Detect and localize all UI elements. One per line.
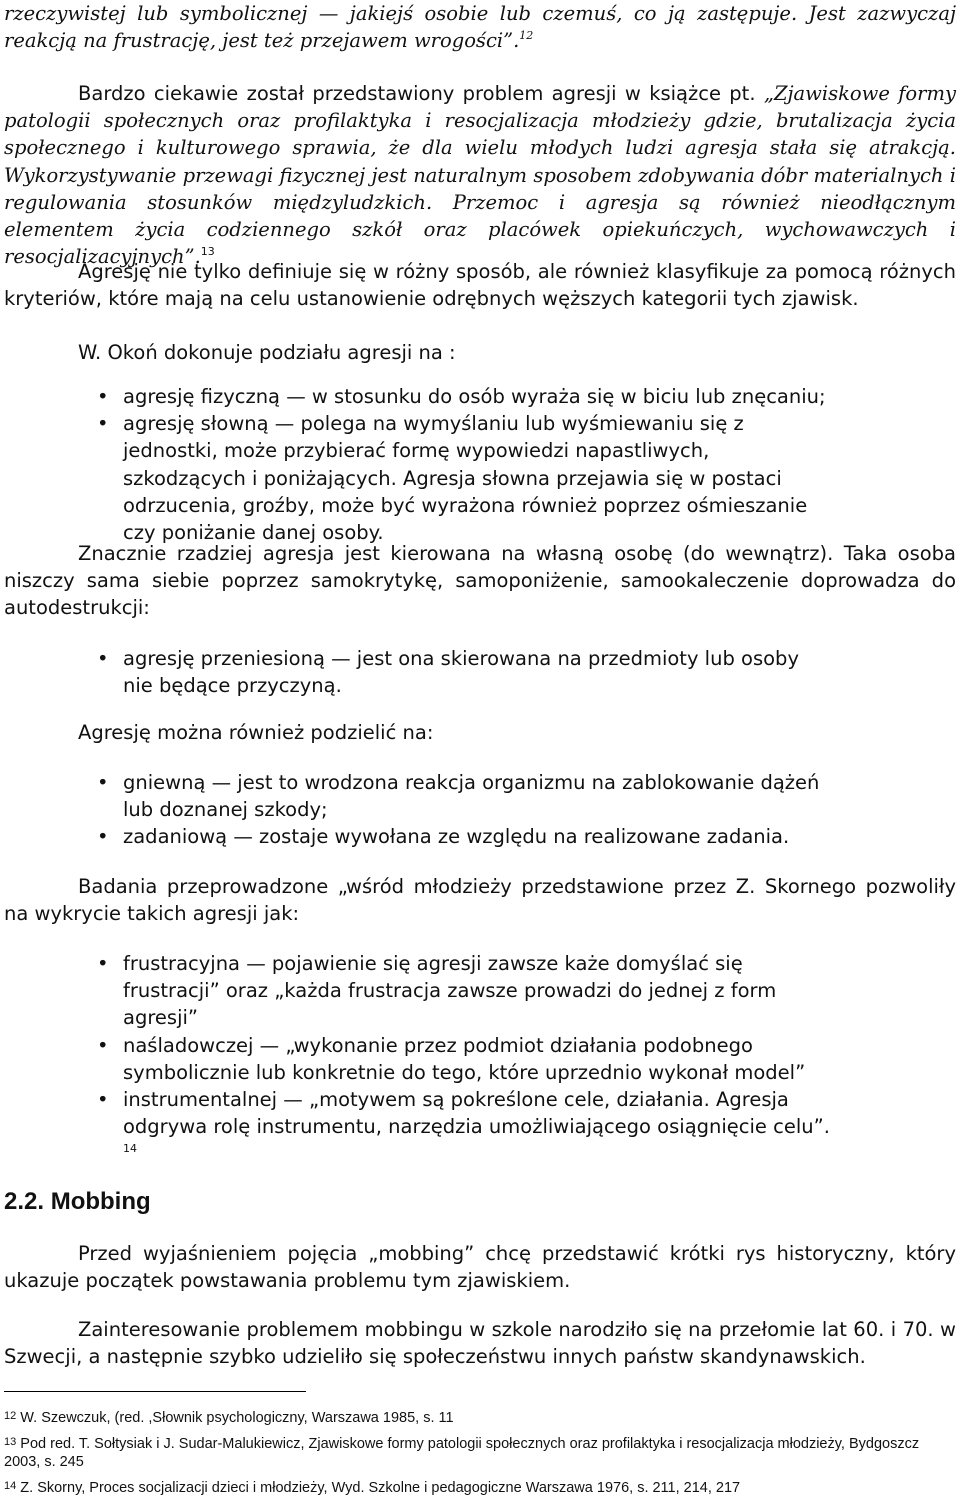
footnote-text: Z. Skorny, Proces socjalizacji dzieci i młodzieży, Wyd. Szkolne i pedagogiczne Warszawa 1976, s. 211, 214, 217: [20, 1480, 741, 1496]
list-item: • naśladowczej — „wykonanie przez podmiot działania podobnego symbolicznie lub konkretnie do tego, które uprzednio wykonał model”: [4, 1032, 834, 1086]
paragraph-book-intro: Bardzo ciekawie został przedstawiony problem agresji w książce pt.: [78, 82, 764, 105]
footnote-14: [4, 1479, 956, 1497]
intro-text: rzeczywistej lub symbolicznej — jakiejś osobie lub czemuś, co ją zastępuje. Jest zazwyczaj reakcją na frustrację, jest też przejawem wrogości”.: [4, 2, 956, 53]
list-item: • agresję słowną — polega na wymyślaniu lub wyśmiewaniu się z jednostki, może przybierać formę wypowiedzi napastliwych, szkodzących i poniżających. Agresja słowna przejawia się w postaci odrzucenia, groźby, może być wyrażona również poprzez ośmieszanie czy poniżanie danej osoby.: [4, 410, 834, 546]
intro-paragraph: [4, 0, 956, 54]
list-item: • frustracyjna — pojawienie się agresji zawsze każe domyślać się frustracji” oraz „każda frustracja zawsze prowadzi do jednej z form agresji”: [4, 950, 834, 1032]
footnote-divider: [4, 1391, 306, 1392]
paragraph-classification: Agresję nie tylko definiuje się w różny sposób, ale również klasyfikuje za pomocą różnych kryteriów, które mają na celu ustanowienie odrębnych węższych kategorii tych zjawisk.: [4, 260, 956, 311]
paragraph-mobbing-intro: Przed wyjaśnieniem pojęcia „mobbing” chcę przedstawić krótki rys historyczny, który ukazuje początek powstawania problemu tym zjawiskiem.: [4, 1242, 956, 1293]
section-heading: 2.2. Mobbing: [4, 1188, 151, 1215]
list-research-types: [4, 950, 834, 1168]
list-item: • agresję fizyczną — w stosunku do osób wyraża się w biciu lub znęcaniu;: [4, 383, 834, 410]
list-item: • agresję przeniesioną — jest ona skierowana na przedmioty lub osoby nie będące przyczyną.: [4, 645, 834, 699]
footnote-number: 12: [4, 1410, 17, 1422]
list-transferred: [4, 645, 834, 699]
footnote-number: 13: [4, 1436, 17, 1448]
list-aggression-types: [4, 383, 834, 546]
list-item: • zadaniową — zostaje wywołana ze względu na realizowane zadania.: [4, 823, 834, 850]
paragraph-division: Agresję można również podzielić na:: [78, 721, 434, 744]
footnote-ref-12: 12: [519, 29, 534, 43]
footnote-12: [4, 1409, 956, 1427]
footnote-ref-13: 13: [200, 245, 215, 259]
paragraph-autoaggression: Znacznie rzadziej agresja jest kierowana na własną osobę (do wewnątrz). Taka osoba niszczy sama siebie poprzez samokrytykę, samoponiżenie, samookaleczenie doprowadza do autodestrukcji:: [4, 542, 956, 620]
paragraph-mobbing-history: Zainteresowanie problemem mobbingu w szkole narodziło się na przełomie lat 60. i 70. w Szwecji, a następnie szybko udzieliło się społeczeństwu innych państw skandynawskich.: [4, 1318, 956, 1369]
paragraph-okon: W. Okoń dokonuje podziału agresji na :: [78, 341, 456, 364]
footnote-13: [4, 1435, 956, 1471]
paragraph-book: [4, 80, 956, 270]
list-item: [4, 1086, 834, 1168]
footnote-text: Pod red. T. Sołtysiak i J. Sudar-Malukiewicz, Zjawiskowe formy patologii społecznych oraz profilaktyka i resocjalizacja młodzieży, Bydgoszcz 2003, s. 245: [4, 1436, 920, 1470]
footnote-ref-14: 14: [123, 1142, 137, 1156]
footnote-text: W. Szewczuk, (red. ,Słownik psychologiczny, Warszawa 1985, s. 11: [20, 1410, 454, 1426]
quote-part-b: Wykorzystywanie przewagi fizycznej jest naturalnym sposobem zdobywania dóbr materialnych i regulowania stosunków międzyludzkich.: [4, 163, 956, 214]
quote-part-c: Przemoc i agresja są również nieodłącznym elementem życia codziennego szkół oraz placówek opiekuńczych, wychowawczych i resocjalizacyjnych”.: [4, 190, 956, 269]
list-anger-task: [4, 769, 834, 851]
list-item: • gniewną — jest to wrodzona reakcja organizmu na zablokowanie dążeń lub doznanej szkody;: [4, 769, 834, 823]
list-item-text: instrumentalnej — „motywem są pokreślone cele, działania. Agresja odgrywa rolę instrumentu, narzędzia umożliwiającego osiągnięcie celu”.: [123, 1088, 830, 1139]
paragraph-research: Badania przeprowadzone „wśród młodzieży przedstawione przez Z. Skornego pozwoliły na wykrycie takich agresji jak:: [4, 875, 956, 926]
footnote-number: 14: [4, 1480, 17, 1492]
quote-part-a: „Zjawiskowe formy patologii społecznych oraz profilaktyka i resocjalizacja młodzieży gdzie, brutalizacja życia społecznego i kulturowego sprawia, że dla wielu młodych ludzi agresja stała się atrakcją.: [4, 82, 957, 160]
